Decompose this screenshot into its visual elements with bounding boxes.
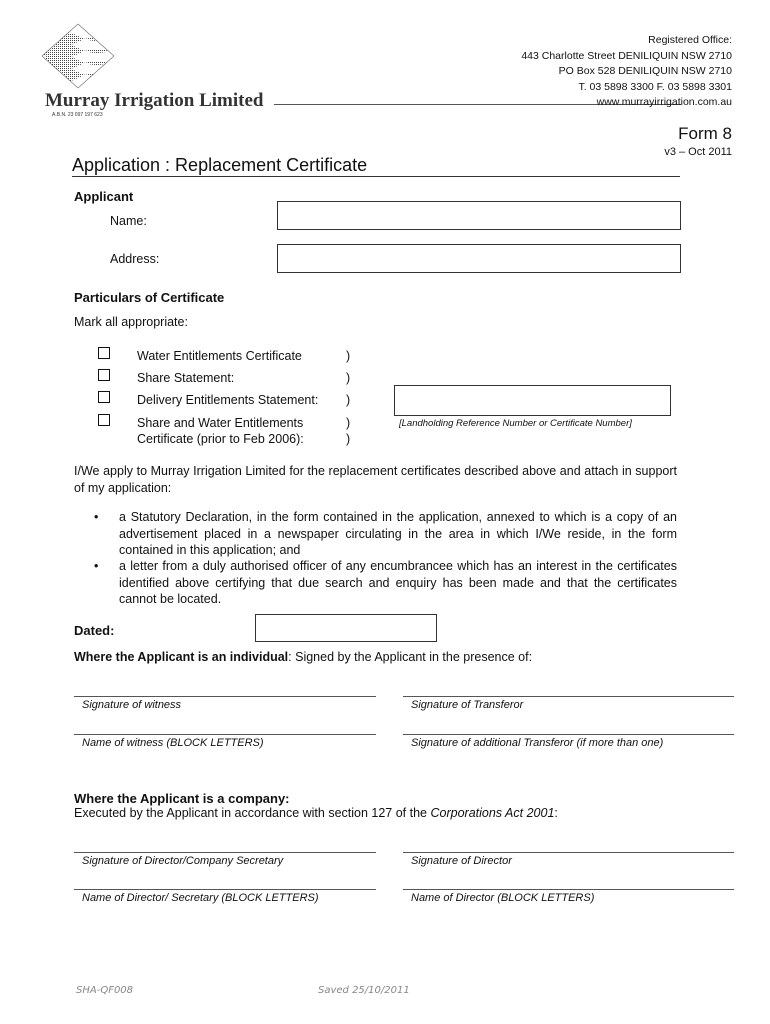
- witness-name-line[interactable]: [74, 734, 376, 735]
- bullet: •: [94, 559, 99, 573]
- transferor-signature-line[interactable]: [403, 696, 734, 697]
- individual-heading-bold: Where the Applicant is an individual: [74, 650, 289, 664]
- signature-label: Name of Director/ Secretary (BLOCK LETTERS): [82, 892, 319, 904]
- page-title: Application : Replacement Certificate: [72, 155, 368, 175]
- reference-caption: [Landholding Reference Number or Certificate Number]: [399, 418, 632, 429]
- bullet-text: a Statutory Declaration, in the form contained in the application, annexed to which is a copy of an advertisement placed in a newspaper circulating in the area in which I/We reside, in the form contained in this application; and: [119, 510, 677, 557]
- individual-heading: [74, 650, 532, 664]
- paren: ): [346, 393, 351, 407]
- form-version: v3 – Oct 2011: [664, 146, 732, 158]
- signature-label: Signature of additional Transferor (if more than one): [411, 737, 664, 749]
- additional-transferor-signature-line[interactable]: [403, 734, 734, 735]
- signature-label: Signature of Director/Company Secretary: [82, 855, 284, 867]
- applicant-heading: Applicant: [74, 189, 134, 204]
- share-statement-checkbox[interactable]: [98, 369, 110, 381]
- address-label: Address:: [110, 252, 160, 266]
- delivery-entitlements-checkbox[interactable]: [98, 391, 110, 403]
- title-rule: [72, 176, 680, 177]
- saved-date: Saved 25/10/2011: [318, 985, 410, 996]
- company-heading: Where the Applicant is a company:: [74, 791, 290, 806]
- abn-number: A.B.N. 23 097 197 623: [52, 112, 103, 118]
- option-label: Delivery Entitlements Statement:: [137, 393, 319, 407]
- company-logo-icon: [40, 22, 116, 90]
- witness-signature-line[interactable]: [74, 696, 376, 697]
- signature-label: Signature of Director: [411, 855, 512, 867]
- dated-field[interactable]: [255, 614, 437, 642]
- water-entitlements-checkbox[interactable]: [98, 347, 110, 359]
- registered-office-line: 443 Charlotte Street DENILIQUIN NSW 2710: [521, 49, 732, 62]
- option-label: Share and Water Entitlements: [137, 416, 304, 430]
- address-field[interactable]: [277, 244, 681, 273]
- option-label: Certificate (prior to Feb 2006):: [137, 432, 304, 446]
- act-name: Corporations Act 2001: [430, 806, 555, 820]
- paren: ): [346, 416, 351, 430]
- director-name-line[interactable]: [403, 889, 734, 890]
- executed-prefix: Executed by the Applicant in accordance with section 127 of the: [74, 806, 431, 820]
- dated-label: Dated:: [74, 623, 115, 638]
- director-secretary-signature-line[interactable]: [74, 852, 376, 853]
- option-label: Share Statement:: [137, 371, 235, 385]
- option-label: Water Entitlements Certificate: [137, 349, 302, 363]
- signature-label: Name of Director (BLOCK LETTERS): [411, 892, 595, 904]
- registered-office: [521, 33, 732, 111]
- paren: ): [346, 371, 351, 385]
- mark-instruction: Mark all appropriate:: [74, 315, 188, 329]
- reference-number-field[interactable]: [394, 385, 671, 416]
- director-secretary-name-line[interactable]: [74, 889, 376, 890]
- signature-label: Signature of witness: [82, 699, 182, 711]
- signature-label: Signature of Transferor: [411, 699, 524, 711]
- bullet: •: [94, 510, 99, 524]
- name-label: Name:: [110, 214, 147, 228]
- particulars-heading: Particulars of Certificate: [74, 290, 225, 305]
- declaration-intro: I/We apply to Murray Irrigation Limited for the replacement certificates described above and attach in support of my application:: [74, 464, 677, 495]
- executed-suffix: :: [554, 806, 558, 820]
- paren: ): [346, 349, 351, 363]
- form-number: Form 8: [678, 124, 732, 143]
- director-signature-line[interactable]: [403, 852, 734, 853]
- share-water-entitlements-checkbox[interactable]: [98, 414, 110, 426]
- document-code: SHA-QF008: [76, 985, 134, 996]
- name-field[interactable]: [277, 201, 681, 230]
- registered-office-line: PO Box 528 DENILIQUIN NSW 2710: [558, 65, 732, 77]
- bullet-text: a letter from a duly authorised officer of any encumbrancee which has an interest in the certificates identified above certifying that due search and enquiry has been made and that the certificates cannot be located.: [119, 559, 677, 606]
- registered-office-line: T. 03 5898 3300 F. 03 5898 3301: [578, 80, 732, 93]
- company-name: Murray Irrigation Limited: [45, 90, 264, 111]
- paren: ): [346, 432, 351, 446]
- registered-office-line: Registered Office:: [648, 34, 732, 46]
- signature-label: Name of witness (BLOCK LETTERS): [82, 737, 264, 749]
- individual-heading-rest: : Signed by the Applicant in the presence of:: [288, 650, 533, 664]
- company-executed-text: [74, 806, 558, 820]
- registered-office-line: www.murrayirrigation.com.au: [596, 96, 732, 108]
